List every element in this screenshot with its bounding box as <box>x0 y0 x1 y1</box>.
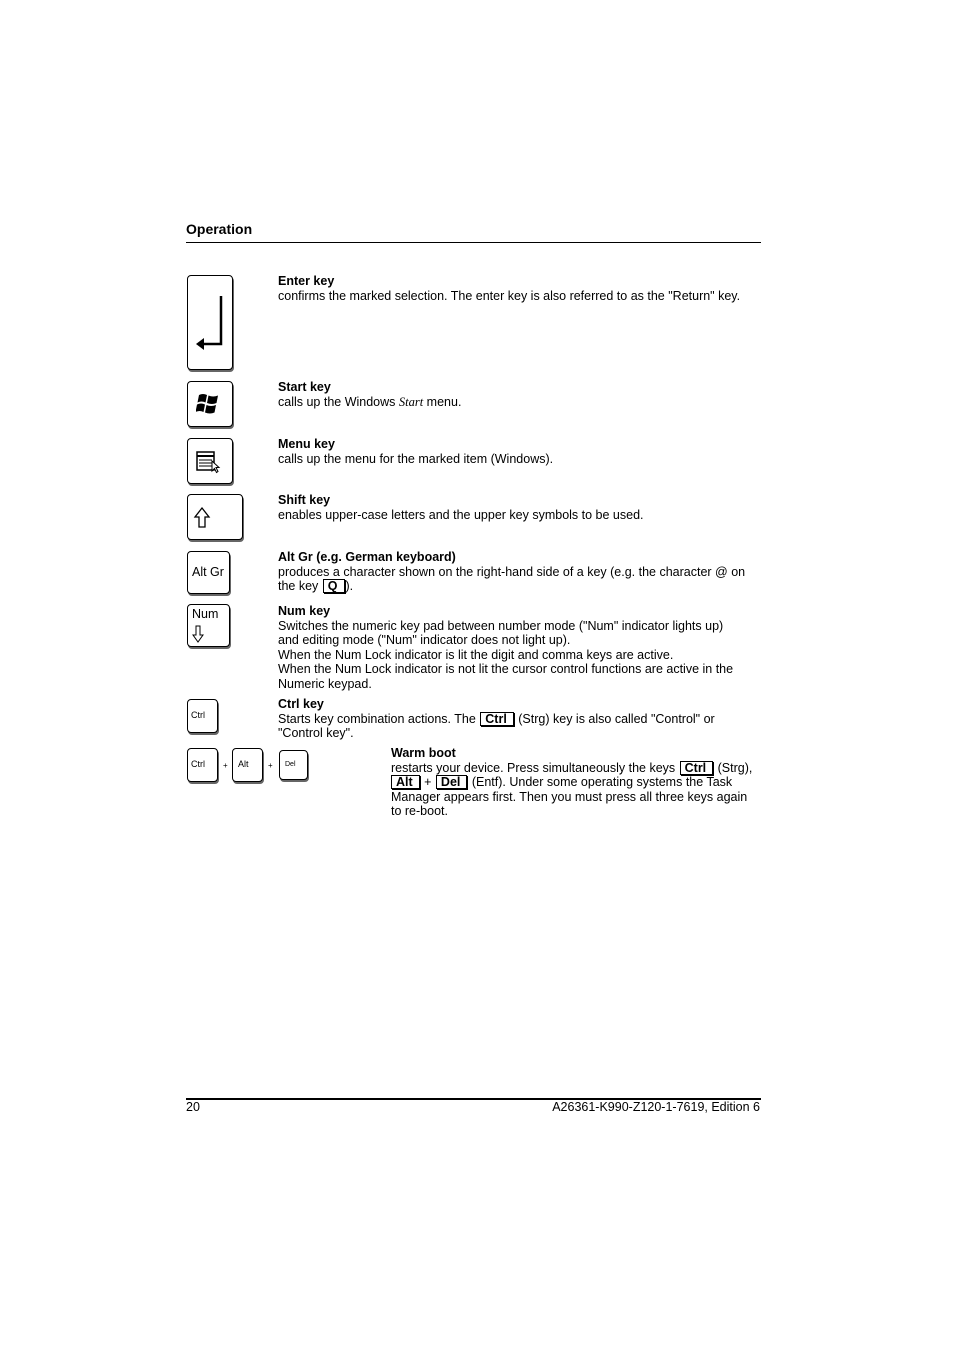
altgr-key-entry <box>278 550 762 594</box>
shift-key-title: Shift key <box>278 493 331 507</box>
start-desc-text-end: menu. <box>423 394 462 409</box>
warm-boot-line1 <box>391 761 763 776</box>
alt-key-inline: Alt <box>391 775 420 789</box>
del-key-inline: Del <box>436 775 467 789</box>
shift-key-entry <box>278 493 762 522</box>
shift-arrow-icon <box>193 506 211 530</box>
num-key-desc-line3: When the Num Lock indicator is lit the digit and comma keys are active. <box>278 647 674 662</box>
num-key-desc-line4: When the Num Lock indicator is not lit the cursor control functions are active in the <box>278 662 734 677</box>
menu-key-image <box>187 438 233 484</box>
start-menu-name: Start <box>398 394 424 409</box>
num-key-entry <box>278 604 762 692</box>
num-key-title: Num key <box>278 604 331 618</box>
enter-key-entry <box>278 274 762 303</box>
enter-arrow-icon <box>194 294 228 350</box>
start-key-title: Start key <box>278 380 331 394</box>
header-rule <box>186 242 761 243</box>
warm-boot-ctrl-label: Ctrl <box>191 759 205 769</box>
warm-boot-entry <box>391 746 763 819</box>
num-key-desc-line1: Switches the numeric key pad between number mode ("Num" indicator lights up) <box>278 618 724 633</box>
enter-key-image <box>187 275 233 370</box>
ctrl-key-inline: Ctrl <box>480 712 514 726</box>
menu-key-desc: calls up the menu for the marked item (Windows). <box>278 451 554 466</box>
context-menu-icon <box>196 450 222 474</box>
altgr-desc-text: the key <box>278 579 322 594</box>
start-key-entry <box>278 380 762 409</box>
warm-boot-del-label: Del <box>285 761 296 768</box>
section-title: Operation <box>186 221 253 237</box>
altgr-key-desc-line1: produces a character shown on the right-hand side of a key (e.g. the character @ on <box>278 564 746 579</box>
num-key-label: Num <box>192 607 219 621</box>
start-desc-text: calls up the Windows <box>278 394 399 409</box>
altgr-key-label: Alt Gr <box>192 565 224 579</box>
num-key-desc-line5: Numeric keypad. <box>278 676 372 691</box>
warm-boot-alt-key <box>232 748 263 782</box>
shift-key-desc: enables upper-case letters and the upper key symbols to be used. <box>278 507 644 522</box>
ctrl-key-desc-line2: "Control key". <box>278 726 354 741</box>
warm-boot-alt-label: Alt <box>238 759 249 769</box>
warm-boot-text: restarts your device. Press simultaneously the keys <box>391 760 679 775</box>
shift-key-image <box>187 494 243 540</box>
ctrl-key-desc-line1 <box>278 712 762 727</box>
ctrl-key-image <box>187 699 218 733</box>
ctrl-key-label: Ctrl <box>191 710 205 720</box>
document-id: A26361-K990-Z120-1-7619, Edition 6 <box>552 1100 760 1114</box>
plus-sign: + <box>268 761 273 770</box>
num-key-desc-line2: and editing mode ("Num" indicator does not light up). <box>278 633 571 648</box>
ctrl-key-title: Ctrl key <box>278 697 324 711</box>
page-number: 20 <box>186 1100 200 1114</box>
ctrl-desc-text: Starts key combination actions. The <box>278 711 480 726</box>
menu-key-title: Menu key <box>278 437 335 451</box>
warm-boot-del-key <box>279 750 308 780</box>
warm-boot-text: (Entf). Under some operating systems the Task <box>468 775 733 790</box>
ctrl-key-inline: Ctrl <box>680 761 714 775</box>
ctrl-desc-text-end: (Strg) key is also called "Control" or <box>514 711 715 726</box>
altgr-key-desc-line2 <box>278 579 762 594</box>
start-key-image <box>187 381 233 427</box>
altgr-desc-text-end: ). <box>345 579 354 594</box>
windows-logo-icon <box>196 392 222 416</box>
warm-boot-line4: to re-boot. <box>391 804 448 819</box>
warm-boot-line2 <box>391 775 763 790</box>
altgr-key-title: Alt Gr (e.g. German keyboard) <box>278 550 456 564</box>
ctrl-key-entry <box>278 697 762 741</box>
enter-key-desc: confirms the marked selection. The enter key is also referred to as the "Return" key. <box>278 288 741 303</box>
num-key-image <box>187 604 230 647</box>
warm-boot-title: Warm boot <box>391 746 456 760</box>
warm-boot-plus: + <box>420 775 435 790</box>
start-key-desc <box>278 395 762 410</box>
warm-boot-line3: Manager appears first. Then you must press all three keys again <box>391 789 748 804</box>
enter-key-title: Enter key <box>278 274 335 288</box>
down-arrow-icon <box>192 625 204 643</box>
altgr-key-image <box>187 551 230 594</box>
menu-key-entry <box>278 437 762 466</box>
q-key-inline: Q <box>323 579 345 593</box>
warm-boot-ctrl-key <box>187 748 218 782</box>
plus-sign: + <box>223 761 228 770</box>
warm-boot-text: (Strg), <box>714 760 753 775</box>
